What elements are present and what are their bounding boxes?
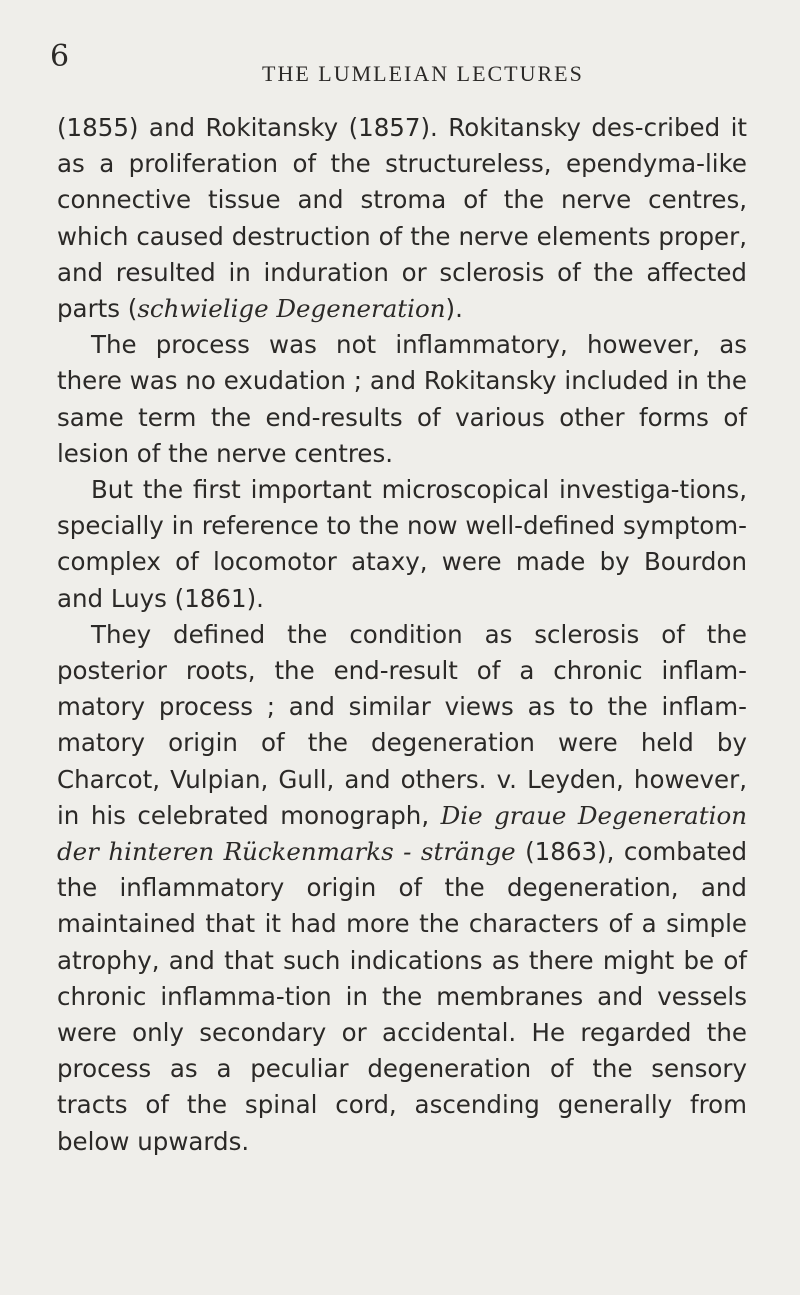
running-title: THE LUMLEIAN LECTURES	[262, 61, 584, 86]
paragraph-4-text: They defined the condition as sclerosis of the posterior roots, the end-result of a chronic inflam-matory process ; and similar views as to the inflam-matory origin of the degeneration were held by Charcot, Vulpian, Gull, and others. v. Leyden, however, in his celebrated monograph,	[57, 619, 747, 830]
paragraph-4-text-end: (1863), combated the inflammatory origin of the degeneration, and maintained that it had more the characters of a simple atrophy, and that such indications as there might be of chronic inflamma-tion in the membranes and vessels were only secondary or accidental. He regarded the process as a peculiar degeneration of the sensory tracts of the spinal cord, ascending generally from below upwards.	[57, 837, 747, 1156]
paragraph-4-italic-title: Die graue Degeneration der hinteren Rückenmarks - stränge	[57, 800, 747, 867]
paragraph-2-text: The process was not inflammatory, however, as there was no exudation ; and Rokitansky included in the same term the end-results of various other forms of lesion of the nerve centres.	[57, 330, 747, 468]
paragraph-1-text-end: ).	[445, 294, 463, 324]
paragraph-3-text: But the first important microscopical investiga-tions, specially in reference to the now well-defined symptom-complex of locomotor ataxy, were made by Bourdon and Luys (1861).	[57, 475, 747, 613]
paragraph-4	[57, 617, 747, 1160]
paragraph-1-text: (1855) and Rokitansky (1857). Rokitansky des-cribed it as a proliferation of the structureless, ependyma-like connective tissue and stroma of the nerve centres, which caused destruction of the nerve elements proper, and resulted in induration or sclerosis of the affected parts (	[57, 113, 747, 324]
body-text	[57, 110, 747, 1160]
paragraph-1-italic-term: schwielige Degeneration	[137, 294, 446, 324]
paragraph-1	[57, 110, 747, 327]
page-number: 6	[50, 39, 70, 74]
paragraph-2	[57, 327, 747, 472]
paragraph-3	[57, 472, 747, 617]
